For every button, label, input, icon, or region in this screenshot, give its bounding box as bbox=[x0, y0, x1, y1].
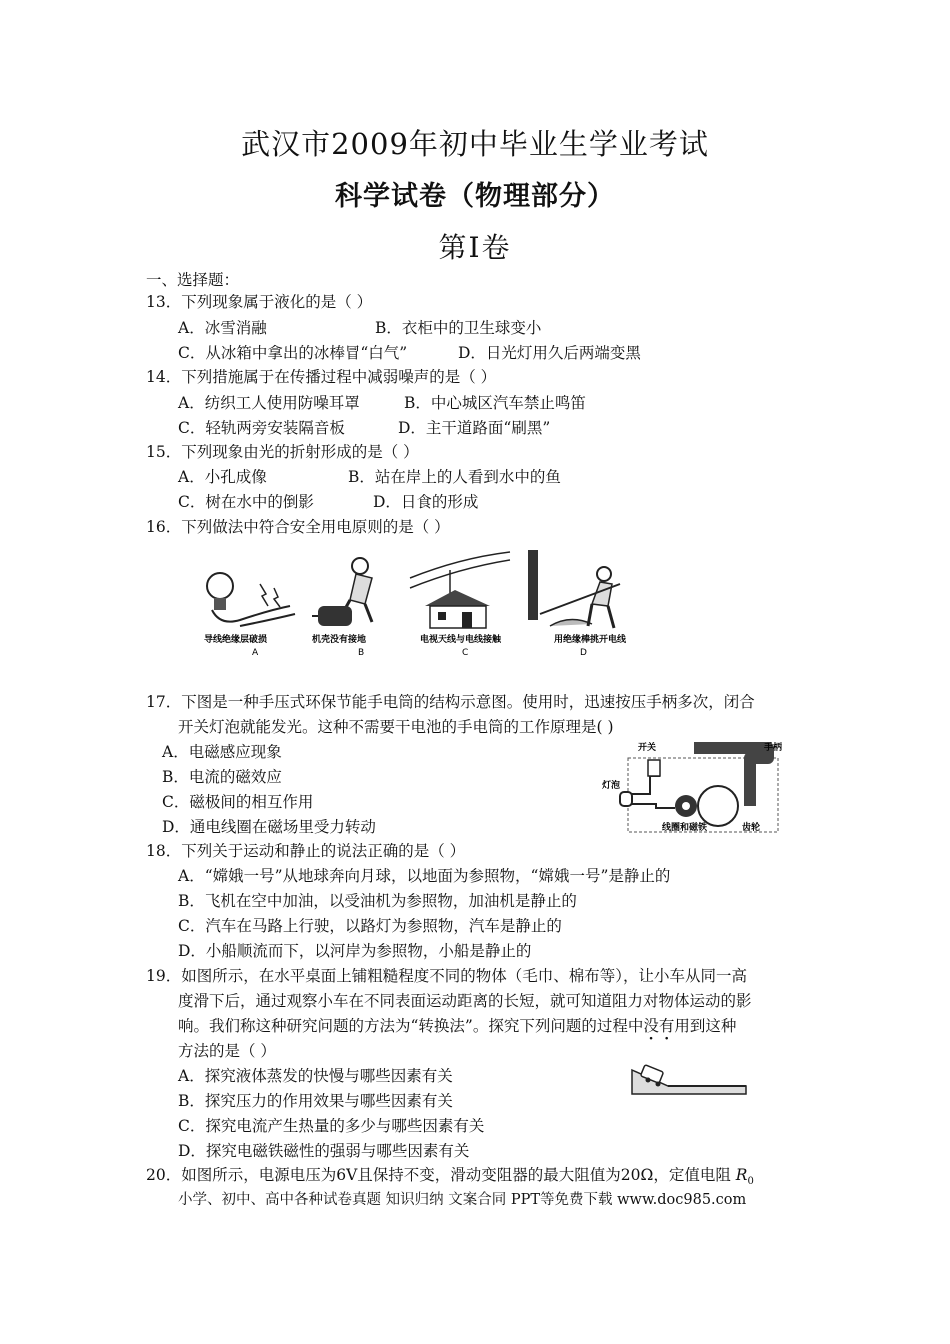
r0-subscript: 0 bbox=[747, 1176, 754, 1188]
q17-stem-line2: 开关灯泡就能发光。这种不需要干电池的手电筒的工作原理是( ) bbox=[178, 718, 614, 736]
q13-option-d: D．日光灯用久后两端变黑 bbox=[458, 344, 641, 362]
bulb-icon bbox=[207, 573, 295, 626]
house-antenna-icon bbox=[410, 552, 510, 628]
q15-option-a: A．小孔成像 bbox=[178, 468, 267, 486]
q13-stem: 13．下列现象属于液化的是（ ） bbox=[146, 293, 373, 311]
q20-stem bbox=[146, 1165, 754, 1192]
q15-stem: 15．下列现象由光的折射形成的是（ ） bbox=[146, 443, 419, 461]
exam-title: 武汉市2009年初中毕业生学业考试 bbox=[241, 127, 709, 161]
q19-option-c: C．探究电流产生热量的多少与哪些因素有关 bbox=[178, 1117, 485, 1135]
q14-stem: 14．下列措施属于在传播过程中减弱噪声的是（ ） bbox=[146, 368, 497, 386]
q13-option-c: C．从冰箱中拿出的冰棒冒“白气” bbox=[178, 344, 408, 362]
motor-worker-icon bbox=[312, 558, 372, 626]
flashlight-figure bbox=[600, 736, 790, 840]
fig-label-bulb: 灯泡 bbox=[602, 781, 621, 791]
fig-label-coil: 线圈和磁铁 bbox=[662, 823, 708, 833]
q14-option-c: C．轻轨两旁安装隔音板 bbox=[178, 419, 345, 437]
q17-option-c: C．磁极间的相互作用 bbox=[162, 793, 314, 811]
q16-letter-b: B bbox=[358, 648, 365, 658]
q15-option-d: D．日食的形成 bbox=[373, 493, 479, 511]
q15-option-c: C．树在水中的倒影 bbox=[178, 493, 314, 511]
q18-option-a: A．“嫦娥一号”从地球奔向月球，以地面为参照物，“嫦娥一号”是静止的 bbox=[178, 867, 671, 885]
q16-figure bbox=[200, 548, 640, 660]
ramp-cart-figure bbox=[628, 1064, 750, 1098]
q18-option-b: B．飞机在空中加油，以受油机为参照物，加油机是静止的 bbox=[178, 892, 577, 910]
volume-heading: 第Ⅰ卷 bbox=[438, 231, 512, 264]
r0-symbol: R bbox=[735, 1166, 748, 1184]
q15-option-b: B．站在岸上的人看到水中的鱼 bbox=[348, 468, 561, 486]
q19-option-a: A．探究液体蒸发的快慢与哪些因素有关 bbox=[178, 1067, 453, 1085]
q16-caption-a: 导线绝缘层破损 bbox=[204, 635, 268, 645]
q19-option-d: D．探究电磁铁磁性的强弱与哪些因素有关 bbox=[178, 1142, 470, 1160]
q14-option-a: A．纺织工人使用防噪耳罩 bbox=[178, 394, 360, 412]
rescue-rod-icon bbox=[528, 550, 620, 628]
q19-stem-line3-end: 用到这种 bbox=[674, 1017, 737, 1035]
q20-stem-text: 20．如图所示，电源电压为6V且保持不变，滑动变阻器的最大阻值为20Ω，定值电阻 bbox=[146, 1166, 731, 1184]
page-footer: 小学、初中、高中各种试卷真题 知识归纳 文案合同 PPT等免费下载 www.doc985.com bbox=[178, 1192, 747, 1208]
q16-letter-d: D bbox=[580, 648, 587, 658]
q19-stem-line3-start: 响。我们称这种研究问题的方法为“转换法”。探究下列问题的过程中 bbox=[178, 1017, 644, 1035]
q19-stem-line3 bbox=[178, 1016, 736, 1036]
q18-option-d: D．小船顺流而下，以河岸为参照物，小船是静止的 bbox=[178, 942, 532, 960]
q18-option-c: C．汽车在马路上行驶，以路灯为参照物，汽车是静止的 bbox=[178, 917, 562, 935]
q18-stem: 18．下列关于运动和静止的说法正确的是（ ） bbox=[146, 842, 466, 860]
q16-caption-c: 电视天线与电线接触 bbox=[420, 635, 502, 645]
q19-stem-line2: 度滑下后，通过观察小车在不同表面运动距离的长短，就可知道阻力对物体运动的影 bbox=[178, 992, 752, 1010]
fig-label-gear: 齿轮 bbox=[742, 823, 761, 833]
emphasis-you: 有 bbox=[658, 1017, 675, 1035]
fig-label-handle: 手柄 bbox=[764, 743, 783, 753]
q16-letter-c: C bbox=[462, 648, 469, 658]
q19-option-b: B．探究压力的作用效果与哪些因素有关 bbox=[178, 1092, 453, 1110]
section-heading: 一、选择题： bbox=[146, 271, 240, 289]
q13-option-b: B．衣柜中的卫生球变小 bbox=[375, 319, 542, 337]
q17-option-a: A．电磁感应现象 bbox=[162, 743, 282, 761]
q17-option-d: D．通电线圈在磁场里受力转动 bbox=[162, 818, 376, 836]
q19-stem-line1: 19．如图所示，在水平桌面上铺粗糙程度不同的物体（毛巾、棉布等），让小车从同一高 bbox=[146, 967, 747, 985]
exam-subtitle: 科学试卷（物理部分） bbox=[335, 181, 615, 212]
q13-option-a: A．冰雪消融 bbox=[178, 319, 267, 337]
emphasis-mei: 没 bbox=[643, 1017, 659, 1035]
q17-option-b: B．电流的磁效应 bbox=[162, 768, 282, 786]
q16-letter-a: A bbox=[252, 648, 259, 658]
q14-option-d: D．主干道路面“刷黑” bbox=[398, 419, 551, 437]
q16-stem: 16．下列做法中符合安全用电原则的是（ ） bbox=[146, 518, 450, 536]
q17-stem-line1: 17．下图是一种手压式环保节能手电筒的结构示意图。使用时，迅速按压手柄多次，闭合 bbox=[146, 693, 755, 711]
q16-caption-b: 机壳没有接地 bbox=[312, 635, 367, 645]
fig-label-switch: 开关 bbox=[638, 743, 657, 753]
q16-caption-d: 用绝缘棒挑开电线 bbox=[554, 635, 627, 645]
q14-option-b: B．中心城区汽车禁止鸣笛 bbox=[404, 394, 586, 412]
q19-stem-line4: 方法的是（ ） bbox=[178, 1042, 276, 1060]
